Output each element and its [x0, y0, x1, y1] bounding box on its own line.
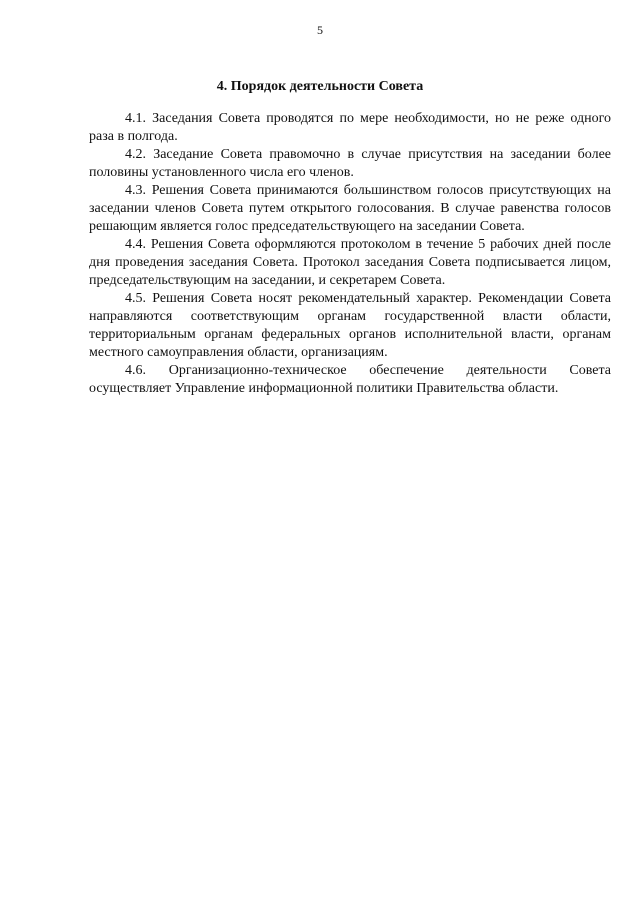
paragraph-4-4: 4.4. Решения Совета оформляются протоколом в течение 5 рабочих дней после дня проведения заседания Совета. Протокол заседания Совета подписывается лицом, председательствующим на заседании, и секретарем Совета. — [89, 237, 611, 288]
paragraph-4-1: 4.1. Заседания Совета проводятся по мере необходимости, но не реже одного раза в полгода. — [89, 111, 611, 144]
paragraph-4-3: 4.3. Решения Совета принимаются большинством голосов присутствующих на заседании членов Совета путем открытого голосования. В случае равенства голосов решающим является голос председательствующего на заседании Совета. — [89, 183, 611, 234]
page-number: 5 — [317, 23, 323, 37]
paragraph-4-5: 4.5. Решения Совета носят рекомендательный характер. Рекомендации Совета направляются соответствующим органам государственной власти области, территориальным органам федеральных органов исполнительной власти, органам местного самоуправления области, организациям. — [89, 291, 611, 360]
section-body — [89, 110, 611, 398]
paragraph-4-6: 4.6. Организационно-техническое обеспечение деятельности Совета осуществляет Управление информационной политики Правительства области. — [89, 363, 611, 396]
section-title: 4. Порядок деятельности Совета — [216, 79, 424, 94]
paragraph-4-2: 4.2. Заседание Совета правомочно в случае присутствия на заседании более половины установленного числа его членов. — [89, 147, 611, 180]
